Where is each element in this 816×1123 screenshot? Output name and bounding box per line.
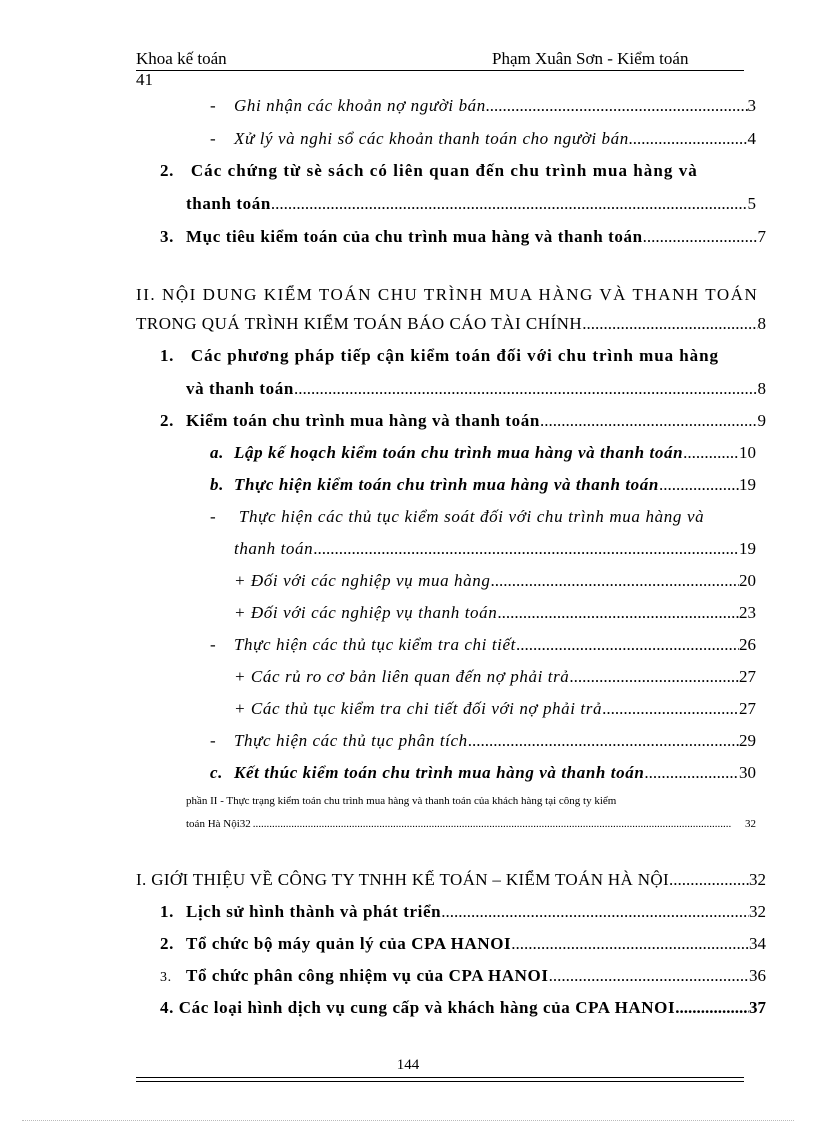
toc-bullet: - <box>210 731 217 750</box>
toc-entry-text: + Các thủ tục kiểm tra chi tiết đối với nợ phải trả <box>234 699 603 718</box>
toc-leader <box>675 998 749 1018</box>
toc-leader <box>569 667 739 687</box>
footer-rule-top <box>136 1077 744 1078</box>
toc-page-number: 27 <box>739 667 756 686</box>
toc-leader <box>486 96 748 116</box>
header-author: Phạm Xuân Sơn - Kiểm toán <box>492 49 689 68</box>
toc-entry[interactable] <box>160 161 698 181</box>
toc-leader <box>602 699 739 719</box>
toc-entry[interactable] <box>234 603 756 623</box>
part-heading-continuation[interactable] <box>186 818 756 830</box>
toc-entry-continuation[interactable] <box>186 194 756 214</box>
toc-entry-text: Kiểm toán chu trình mua hàng và thanh toán <box>186 411 540 430</box>
toc-leader <box>643 227 758 247</box>
toc-page-number: 5 <box>747 194 756 213</box>
toc-entry-text: toán Hà Nội32 <box>186 818 251 830</box>
toc-leader <box>441 902 749 922</box>
toc-number: 2. <box>160 411 174 430</box>
toc-page-number: 8 <box>757 314 766 333</box>
toc-leader <box>516 635 739 655</box>
toc-number: 1. <box>160 902 174 921</box>
toc-page-number: 10 <box>739 443 756 462</box>
toc-leader <box>540 411 758 431</box>
toc-page-number: 19 <box>739 475 756 494</box>
toc-entry[interactable] <box>160 998 766 1018</box>
toc-bullet: - <box>210 96 217 115</box>
toc-page-number: 8 <box>757 379 766 398</box>
toc-entry-text: TRONG QUÁ TRÌNH KIỂM TOÁN BÁO CÁO TÀI CHÍNH <box>136 314 583 333</box>
toc-bullet: - <box>210 635 217 654</box>
part-heading[interactable]: phần II - Thực trạng kiểm toán chu trình mua hàng và thanh toán của khách hàng tại công ty kiểm <box>186 795 617 807</box>
toc-entry[interactable] <box>210 443 756 463</box>
toc-page-number: 27 <box>739 699 756 718</box>
toc-entry[interactable] <box>160 411 766 431</box>
toc-leader <box>294 379 758 399</box>
toc-letter: b. <box>210 475 224 494</box>
toc-entry-continuation[interactable] <box>234 539 756 559</box>
toc-entry[interactable] <box>160 902 766 922</box>
toc-page-number: 34 <box>749 934 766 953</box>
toc-entry-text: Các chứng từ sè sách có liên quan đến chu trình mua hàng và <box>190 161 698 180</box>
toc-page-number: 26 <box>739 635 756 654</box>
toc-entry[interactable] <box>160 934 766 954</box>
header-number: 41 <box>136 70 153 89</box>
toc-entry-text: Thực hiện kiểm toán chu trình mua hàng và thanh toán <box>234 475 659 494</box>
toc-entry[interactable] <box>234 571 756 591</box>
toc-entry-text: I. GIỚI THIỆU VỀ CÔNG TY TNHH KẾ TOÁN – KIỂM TOÁN HÀ NỘI <box>136 870 670 889</box>
toc-number: 3. <box>160 227 174 246</box>
toc-number: 2. <box>160 934 174 953</box>
toc-entry-text: Kết thúc kiểm toán chu trình mua hàng và thanh toán <box>234 763 645 782</box>
toc-entry[interactable] <box>160 227 766 247</box>
toc-page-number: 37 <box>749 998 766 1017</box>
toc-entry[interactable] <box>210 96 756 116</box>
toc-page-number: 7 <box>757 227 766 246</box>
toc-entry-text: Lập kế hoạch kiểm toán chu trình mua hàng và thanh toán <box>234 443 684 462</box>
toc-entry-text: Ghi nhận các khoản nợ người bán <box>234 96 486 115</box>
toc-entry-text: Thực hiện các thủ tục kiểm soát đối với chu trình mua hàng và <box>238 507 705 526</box>
section-heading[interactable] <box>136 870 766 890</box>
toc-leader <box>313 539 739 559</box>
toc-entry-continuation[interactable] <box>186 379 766 399</box>
toc-letter: c. <box>210 763 223 782</box>
toc-entry[interactable] <box>210 129 756 149</box>
toc-page-number: 3 <box>747 96 756 115</box>
header-department: Khoa kế toán <box>136 49 227 68</box>
section-heading-continuation[interactable] <box>136 314 766 334</box>
toc-page-number: 4 <box>747 129 756 148</box>
toc-bullet: - <box>210 129 217 148</box>
toc-page-number: 23 <box>739 603 756 622</box>
toc-page-number: 32 <box>745 818 756 830</box>
toc-page-number: 36 <box>749 966 766 985</box>
toc-entry-text: Thực hiện các thủ tục phân tích <box>234 731 468 750</box>
toc-page-number: 20 <box>739 571 756 590</box>
toc-leader <box>511 934 749 954</box>
toc-leader <box>659 475 739 495</box>
toc-entry-text: + Các rủ ro cơ bản liên quan đến nợ phải trả <box>234 667 570 686</box>
toc-page-number: 32 <box>749 870 766 889</box>
toc-entry[interactable] <box>234 699 756 719</box>
toc-entry[interactable] <box>160 966 766 986</box>
toc-number: 3. <box>160 970 172 985</box>
toc-entry[interactable] <box>210 635 756 655</box>
toc-entry[interactable] <box>210 731 756 751</box>
page-edge <box>22 1120 794 1121</box>
toc-leader <box>683 443 739 463</box>
toc-entry-text: 4. Các loại hình dịch vụ cung cấp và khách hàng của CPA HANOI <box>160 998 676 1017</box>
toc-entry-text: thanh toán <box>234 539 314 558</box>
toc-leader <box>549 966 749 986</box>
toc-entry[interactable] <box>210 507 704 527</box>
toc-letter: a. <box>210 443 224 462</box>
footer-rule-bottom <box>136 1081 744 1082</box>
toc-entry-text: Mục tiêu kiểm toán của chu trình mua hàng và thanh toán <box>186 227 643 246</box>
toc-leader <box>490 571 739 591</box>
section-heading[interactable]: II. NỘI DUNG KIỂM TOÁN CHU TRÌNH MUA HÀNG VÀ THANH TOÁN <box>136 285 759 304</box>
toc-entry[interactable] <box>160 346 719 366</box>
toc-page-number: 32 <box>749 902 766 921</box>
toc-page-number: 30 <box>739 763 756 782</box>
toc-entry[interactable] <box>210 763 756 783</box>
toc-entry-text: Tổ chức bộ máy quản lý của CPA HANOI <box>186 934 512 953</box>
toc-entry-text: Xử lý và nghi sổ các khoản thanh toán cho người bán <box>234 129 629 148</box>
toc-page-number: 9 <box>757 411 766 430</box>
toc-leader <box>669 870 749 890</box>
toc-entry-text: Thực hiện các thủ tục kiểm tra chi tiết <box>234 635 516 654</box>
toc-leader <box>253 818 731 830</box>
toc-page-number: 29 <box>739 731 756 750</box>
toc-number: 1. <box>160 346 174 365</box>
toc-entry[interactable] <box>210 475 756 495</box>
toc-page-number: 19 <box>739 539 756 558</box>
toc-entry-text: thanh toán <box>186 194 271 213</box>
toc-leader <box>497 603 739 623</box>
toc-leader <box>629 129 748 149</box>
toc-leader <box>271 194 748 214</box>
page-number: 144 <box>396 1057 420 1073</box>
toc-entry-text: và thanh toán <box>186 379 294 398</box>
toc-entry-text: Lịch sử hình thành và phát triển <box>186 902 442 921</box>
toc-entry[interactable] <box>234 667 756 687</box>
toc-leader <box>582 314 757 334</box>
toc-leader <box>644 763 739 783</box>
toc-number: 2. <box>160 161 174 180</box>
toc-entry-text: Các phương pháp tiếp cận kiểm toán đối với chu trình mua hàng <box>190 346 719 365</box>
toc-leader <box>468 731 739 751</box>
toc-entry-text: Tổ chức phân công nhiệm vụ của CPA HANOI <box>186 966 549 985</box>
header-rule <box>136 70 744 71</box>
toc-entry-text: + Đối với các nghiệp vụ thanh toán <box>234 603 498 622</box>
toc-bullet: - <box>210 507 217 526</box>
toc-entry-text: + Đối với các nghiệp vụ mua hàng <box>234 571 491 590</box>
